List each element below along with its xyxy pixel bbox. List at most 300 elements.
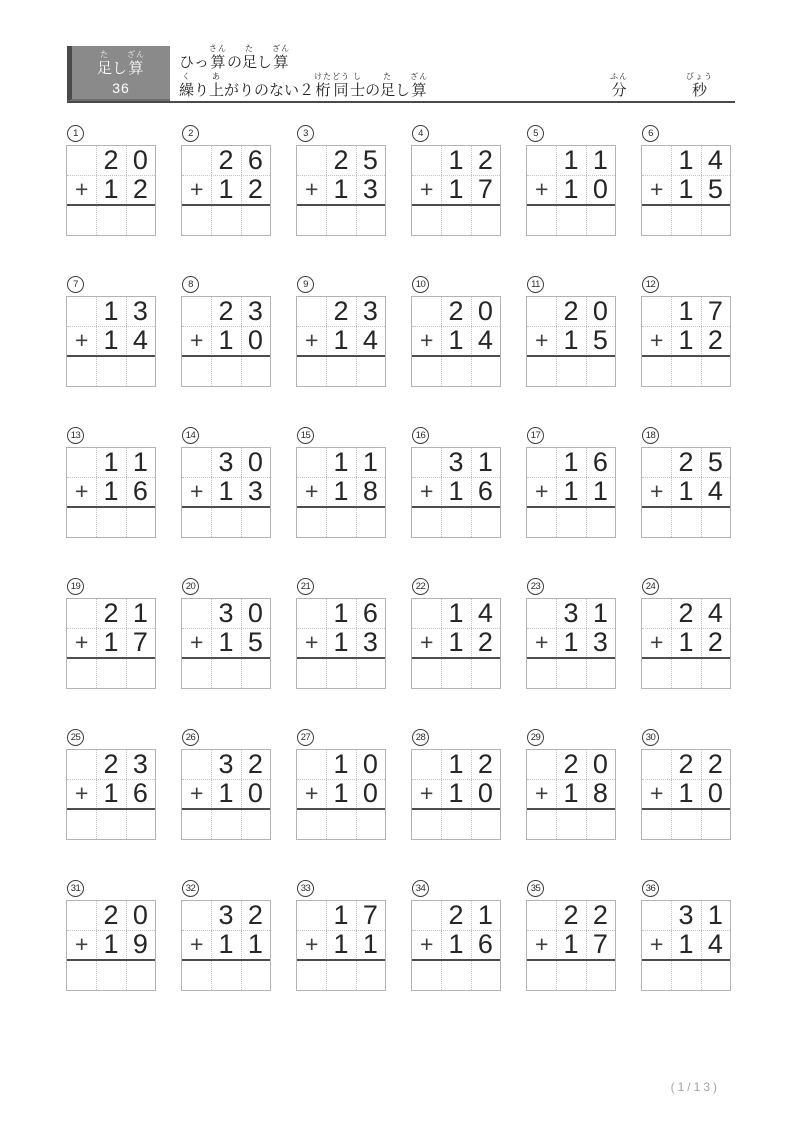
addend-bottom-ones: 7 <box>592 929 608 959</box>
calc-box <box>411 900 501 991</box>
digit-grid <box>67 750 155 839</box>
answer-cell <box>211 959 240 990</box>
unit-number: 36 <box>112 79 130 96</box>
problem-7 <box>66 276 156 387</box>
addend-top-tens: 1 <box>448 749 464 779</box>
problem-number: 33 <box>297 880 314 897</box>
answer-cell <box>126 959 155 990</box>
plus-operator: + <box>419 780 434 806</box>
problem-number: 22 <box>412 578 429 595</box>
spacer-cell <box>412 750 441 779</box>
answer-cell <box>586 204 615 235</box>
answer-cell <box>96 506 125 537</box>
base-text: 算 <box>128 59 144 77</box>
problem-number: 19 <box>67 578 84 595</box>
plus-operator: + <box>74 629 89 655</box>
answer-cell <box>241 506 270 537</box>
problem-number: 26 <box>182 729 199 746</box>
furigana-text: どう <box>332 72 351 81</box>
digit-grid <box>297 297 385 386</box>
problem-23 <box>526 578 616 689</box>
addend-top-tens: 1 <box>333 447 349 477</box>
spacer-cell <box>67 901 96 930</box>
problem-number: 10 <box>412 276 429 293</box>
problem-number: 34 <box>412 880 429 897</box>
spacer-cell <box>412 146 441 175</box>
addend-bottom-tens: 1 <box>218 476 234 506</box>
addend-top-tens: 2 <box>563 900 579 930</box>
digit-grid <box>182 599 270 688</box>
addend-top-tens: 2 <box>103 900 119 930</box>
ruby-segment <box>179 44 209 72</box>
base-text: 算 <box>411 82 427 99</box>
problem-15 <box>296 427 386 538</box>
addend-top-ones: 7 <box>362 900 378 930</box>
addend-bottom-ones: 4 <box>362 325 378 355</box>
spacer-cell <box>642 448 671 477</box>
problem-21 <box>296 578 386 689</box>
addend-top-tens: 1 <box>678 145 694 175</box>
calc-box <box>296 598 386 689</box>
furigana-text: ざん <box>127 49 146 59</box>
addend-top-ones: 2 <box>477 145 493 175</box>
addend-bottom-ones: 8 <box>592 778 608 808</box>
answer-cell <box>297 506 326 537</box>
plus-operator: + <box>74 931 89 957</box>
spacer-cell <box>67 599 96 628</box>
plus-operator: + <box>419 931 434 957</box>
calc-box <box>641 900 731 991</box>
digit-grid <box>527 750 615 839</box>
answer-cell <box>671 204 700 235</box>
addend-bottom-ones: 3 <box>592 627 608 657</box>
ruby-segment <box>395 72 410 100</box>
addend-top-ones: 1 <box>592 145 608 175</box>
answer-cell <box>412 959 441 990</box>
addend-bottom-ones: 6 <box>132 778 148 808</box>
spacer-cell <box>67 297 96 326</box>
answer-cell <box>211 808 240 839</box>
ruby-segment <box>179 72 194 100</box>
answer-cell <box>356 959 385 990</box>
problem-number: 4 <box>412 125 429 142</box>
addend-bottom-tens: 1 <box>448 627 464 657</box>
answer-cell <box>441 808 470 839</box>
answer-cell <box>412 506 441 537</box>
spacer-cell <box>182 448 211 477</box>
problem-number: 5 <box>527 125 544 142</box>
plus-operator: + <box>189 629 204 655</box>
problem-number: 29 <box>527 729 544 746</box>
addend-top-ones: 2 <box>247 749 263 779</box>
ruby-segment <box>272 44 290 72</box>
spacer-cell <box>412 448 441 477</box>
addend-bottom-ones: 1 <box>362 929 378 959</box>
base-text: ひっ <box>179 54 210 71</box>
worksheet-header <box>67 44 735 103</box>
answer-cell <box>586 657 615 688</box>
spacer-cell <box>182 297 211 326</box>
calc-box <box>181 447 271 538</box>
problem-number: 9 <box>297 276 314 293</box>
base-text: し <box>395 82 411 99</box>
answer-cell <box>211 355 240 386</box>
answer-cell <box>241 808 270 839</box>
problem-number: 18 <box>642 427 659 444</box>
addend-top-tens: 3 <box>448 447 464 477</box>
ruby-segment <box>97 50 112 78</box>
spacer-cell <box>67 750 96 779</box>
page-indicator: (1/13) <box>670 1080 720 1094</box>
problem-26 <box>181 729 271 840</box>
plus-operator: + <box>649 629 664 655</box>
addend-bottom-ones: 3 <box>362 627 378 657</box>
problem-13 <box>66 427 156 538</box>
addend-bottom-ones: 5 <box>707 174 723 204</box>
digit-grid <box>182 297 270 386</box>
addend-bottom-ones: 9 <box>132 929 148 959</box>
answer-cell <box>182 808 211 839</box>
plus-operator: + <box>304 327 319 353</box>
answer-cell <box>241 355 270 386</box>
plus-operator: + <box>304 176 319 202</box>
problem-27 <box>296 729 386 840</box>
addend-bottom-ones: 6 <box>477 476 493 506</box>
calc-box <box>411 447 501 538</box>
addend-bottom-ones: 6 <box>477 929 493 959</box>
problem-number: 24 <box>642 578 659 595</box>
addend-bottom-ones: 0 <box>477 778 493 808</box>
problem-number: 7 <box>67 276 84 293</box>
base-text: 繰 <box>179 82 195 99</box>
addend-top-tens: 2 <box>448 296 464 326</box>
answer-cell <box>586 506 615 537</box>
problem-number: 17 <box>527 427 544 444</box>
plus-operator: + <box>189 478 204 504</box>
plus-operator: + <box>189 176 204 202</box>
digit-grid <box>67 599 155 688</box>
answer-cell <box>441 959 470 990</box>
addend-top-ones: 6 <box>362 598 378 628</box>
digit-grid <box>297 448 385 537</box>
answer-cell <box>67 355 96 386</box>
problem-12 <box>641 276 731 387</box>
answer-cell <box>701 657 730 688</box>
addend-bottom-ones: 5 <box>247 627 263 657</box>
answer-cell <box>182 355 211 386</box>
plus-operator: + <box>74 780 89 806</box>
spacer-cell <box>527 448 556 477</box>
calc-box <box>641 749 731 840</box>
answer-cell <box>642 959 671 990</box>
problem-number: 14 <box>182 427 199 444</box>
addend-bottom-tens: 1 <box>678 929 694 959</box>
answer-cell <box>701 506 730 537</box>
calc-box <box>66 900 156 991</box>
problem-number: 8 <box>182 276 199 293</box>
answer-cell <box>182 959 211 990</box>
addend-bottom-tens: 1 <box>333 476 349 506</box>
answer-cell <box>671 355 700 386</box>
spacer-cell <box>642 901 671 930</box>
addend-top-ones: 1 <box>707 900 723 930</box>
ruby-segment <box>257 44 272 72</box>
furigana-text: た <box>383 72 393 81</box>
digit-grid <box>642 599 730 688</box>
plus-operator: + <box>534 931 549 957</box>
answer-cell <box>211 506 240 537</box>
answer-cell <box>211 657 240 688</box>
plus-operator: + <box>304 629 319 655</box>
addend-top-tens: 1 <box>103 447 119 477</box>
digit-grid <box>182 901 270 990</box>
answer-cell <box>701 355 730 386</box>
addend-bottom-tens: 1 <box>103 778 119 808</box>
base-text: 足 <box>380 82 396 99</box>
addend-top-tens: 1 <box>448 598 464 628</box>
answer-cell <box>642 355 671 386</box>
ruby-segment <box>314 72 332 100</box>
calc-box <box>181 900 271 991</box>
answer-cell <box>471 204 500 235</box>
problem-number: 23 <box>527 578 544 595</box>
spacer-cell <box>182 901 211 930</box>
problem-5 <box>526 125 616 236</box>
digit-grid <box>527 297 615 386</box>
plus-operator: + <box>304 931 319 957</box>
addend-top-ones: 5 <box>707 447 723 477</box>
problem-6 <box>641 125 731 236</box>
addend-bottom-tens: 1 <box>333 627 349 657</box>
plus-operator: + <box>189 780 204 806</box>
furigana-text: し <box>353 72 363 81</box>
problem-4 <box>411 125 501 236</box>
answer-cell <box>67 808 96 839</box>
problem-31 <box>66 880 156 991</box>
addend-bottom-ones: 3 <box>362 174 378 204</box>
answer-cell <box>126 808 155 839</box>
addend-bottom-tens: 1 <box>218 929 234 959</box>
digit-grid <box>67 146 155 235</box>
digit-grid <box>642 901 730 990</box>
addend-top-ones: 1 <box>477 447 493 477</box>
answer-cell <box>182 657 211 688</box>
answer-cell <box>96 355 125 386</box>
answer-cell <box>527 959 556 990</box>
base-text: 算 <box>273 54 289 71</box>
ruby-segment <box>686 72 713 100</box>
spacer-cell <box>527 297 556 326</box>
base-text: り <box>194 82 210 99</box>
problem-number: 36 <box>642 880 659 897</box>
answer-cell <box>326 204 355 235</box>
addend-top-tens: 2 <box>448 900 464 930</box>
plus-operator: + <box>649 931 664 957</box>
problem-17 <box>526 427 616 538</box>
calc-box <box>66 598 156 689</box>
furigana-text: あ <box>212 72 222 81</box>
addend-top-tens: 2 <box>678 447 694 477</box>
plus-operator: + <box>419 327 434 353</box>
addend-top-ones: 3 <box>247 296 263 326</box>
answer-cell <box>701 204 730 235</box>
addend-top-tens: 2 <box>333 145 349 175</box>
ruby-segment <box>365 72 380 100</box>
answer-cell <box>471 657 500 688</box>
answer-cell <box>182 506 211 537</box>
addend-top-tens: 2 <box>333 296 349 326</box>
answer-cell <box>556 506 585 537</box>
problem-16 <box>411 427 501 538</box>
addend-top-ones: 0 <box>247 598 263 628</box>
answer-cell <box>326 506 355 537</box>
addend-top-ones: 0 <box>247 447 263 477</box>
addend-top-tens: 3 <box>218 598 234 628</box>
addend-top-ones: 3 <box>362 296 378 326</box>
addend-bottom-ones: 8 <box>362 476 378 506</box>
addend-bottom-ones: 2 <box>707 325 723 355</box>
digit-grid <box>527 599 615 688</box>
answer-cell <box>471 506 500 537</box>
answer-cell <box>126 506 155 537</box>
problem-36 <box>641 880 731 991</box>
addend-bottom-ones: 1 <box>247 929 263 959</box>
answer-cell <box>441 657 470 688</box>
problem-number: 30 <box>642 729 659 746</box>
calc-box <box>641 447 731 538</box>
answer-cell <box>211 204 240 235</box>
problem-32 <box>181 880 271 991</box>
addend-bottom-tens: 1 <box>103 627 119 657</box>
base-text: 足 <box>96 59 112 77</box>
addend-bottom-tens: 1 <box>333 778 349 808</box>
calc-box <box>181 749 271 840</box>
problems-grid <box>66 125 731 991</box>
spacer-cell <box>297 750 326 779</box>
answer-cell <box>527 808 556 839</box>
minutes-label <box>610 72 628 100</box>
addend-top-tens: 2 <box>218 296 234 326</box>
answer-cell <box>67 959 96 990</box>
digit-grid <box>412 297 500 386</box>
addend-top-tens: 1 <box>678 296 694 326</box>
digit-grid <box>67 901 155 990</box>
answer-cell <box>412 657 441 688</box>
calc-box <box>181 598 271 689</box>
problem-number: 32 <box>182 880 199 897</box>
addend-bottom-tens: 1 <box>218 778 234 808</box>
addend-top-ones: 6 <box>592 447 608 477</box>
seconds-label <box>686 72 713 100</box>
addend-top-ones: 0 <box>477 296 493 326</box>
addend-top-ones: 1 <box>362 447 378 477</box>
addend-bottom-ones: 7 <box>132 627 148 657</box>
addend-bottom-tens: 1 <box>448 325 464 355</box>
addend-top-tens: 3 <box>218 447 234 477</box>
base-text: がりのない２ <box>224 82 315 99</box>
addend-bottom-ones: 3 <box>247 476 263 506</box>
spacer-cell <box>297 599 326 628</box>
plus-operator: + <box>649 478 664 504</box>
answer-cell <box>556 355 585 386</box>
digit-grid <box>412 599 500 688</box>
problem-2 <box>181 125 271 236</box>
furigana-text: びょう <box>686 72 713 81</box>
ruby-segment <box>380 72 395 100</box>
problem-number: 16 <box>412 427 429 444</box>
addend-bottom-tens: 1 <box>678 778 694 808</box>
base-text: 分 <box>611 82 627 99</box>
addend-top-tens: 3 <box>218 749 234 779</box>
answer-cell <box>642 204 671 235</box>
addend-top-ones: 5 <box>362 145 378 175</box>
calc-box <box>296 447 386 538</box>
plus-operator: + <box>304 780 319 806</box>
spacer-cell <box>297 297 326 326</box>
base-text: 上 <box>209 82 225 99</box>
spacer-cell <box>527 599 556 628</box>
answer-cell <box>356 506 385 537</box>
plus-operator: + <box>534 629 549 655</box>
furigana-text: た <box>245 44 255 53</box>
problem-35 <box>526 880 616 991</box>
digit-grid <box>67 297 155 386</box>
addend-bottom-ones: 0 <box>247 325 263 355</box>
addend-top-tens: 2 <box>103 749 119 779</box>
addend-bottom-tens: 1 <box>103 325 119 355</box>
answer-cell <box>527 355 556 386</box>
furigana-text: さん <box>209 44 228 53</box>
addend-top-tens: 2 <box>678 749 694 779</box>
answer-cell <box>326 808 355 839</box>
problem-number: 21 <box>297 578 314 595</box>
addend-bottom-ones: 0 <box>592 174 608 204</box>
digit-grid <box>182 146 270 235</box>
spacer-cell <box>182 750 211 779</box>
addend-top-ones: 0 <box>592 296 608 326</box>
ruby-segment <box>209 44 227 72</box>
base-text: 士 <box>350 82 366 99</box>
plus-operator: + <box>189 931 204 957</box>
addend-bottom-ones: 6 <box>132 476 148 506</box>
addend-top-ones: 0 <box>132 145 148 175</box>
problem-number: 13 <box>67 427 84 444</box>
addend-bottom-ones: 4 <box>707 476 723 506</box>
problem-number: 2 <box>182 125 199 142</box>
answer-cell <box>671 657 700 688</box>
addend-bottom-tens: 1 <box>218 325 234 355</box>
answer-cell <box>701 808 730 839</box>
addend-bottom-tens: 1 <box>563 627 579 657</box>
base-text: 桁 <box>315 82 331 99</box>
addend-bottom-ones: 2 <box>132 174 148 204</box>
answer-cell <box>642 506 671 537</box>
answer-cell <box>441 355 470 386</box>
calc-box <box>296 749 386 840</box>
spacer-cell <box>297 146 326 175</box>
addend-bottom-tens: 1 <box>563 778 579 808</box>
plus-operator: + <box>74 327 89 353</box>
digit-grid <box>642 146 730 235</box>
answer-cell <box>527 506 556 537</box>
addend-top-ones: 2 <box>707 749 723 779</box>
addend-bottom-tens: 1 <box>678 325 694 355</box>
problem-number: 35 <box>527 880 544 897</box>
problem-number: 3 <box>297 125 314 142</box>
addend-top-ones: 2 <box>477 749 493 779</box>
ruby-segment <box>194 72 209 100</box>
answer-cell <box>586 808 615 839</box>
